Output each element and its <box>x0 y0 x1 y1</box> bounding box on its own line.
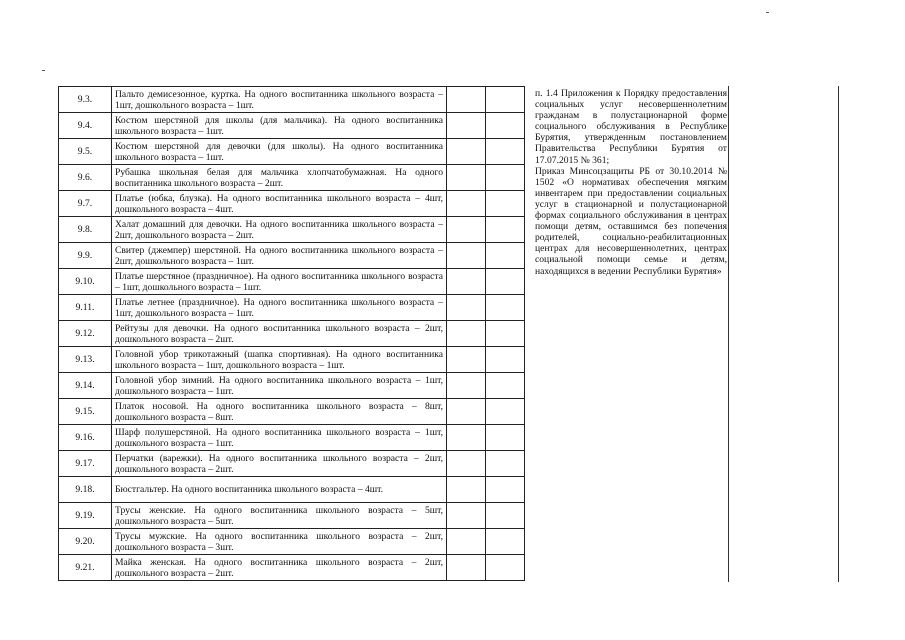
row-description: Пальто демисезонное, куртка. На одного воспитанника школьного возраста – 1шт, дошкольного возраста – 1шт. <box>112 87 447 113</box>
scan-speck <box>766 12 769 13</box>
table-row <box>59 555 525 581</box>
table-row <box>59 243 525 269</box>
scan-speck <box>42 70 45 71</box>
empty-cell <box>447 217 486 243</box>
row-number: 9.6. <box>59 165 112 191</box>
row-description: Рейтузы для девочки. На одного воспитанника школьного возраста – 2шт, дошкольного возраста – 2шт. <box>112 321 447 347</box>
empty-cell <box>486 191 525 217</box>
row-number: 9.7. <box>59 191 112 217</box>
table-row <box>59 503 525 529</box>
table-row <box>59 191 525 217</box>
row-number: 9.14. <box>59 373 112 399</box>
row-description: Шарф полушерстяной. На одного воспитанника школьного возраста – 1шт, дошкольного возраста – 1шт. <box>112 425 447 451</box>
table-row <box>59 295 525 321</box>
row-description: Костюм шерстяной для девочки (для школы). На одного воспитанника школьного возраста – 1шт. <box>112 139 447 165</box>
empty-cell <box>486 321 525 347</box>
row-description: Трусы мужские. На одного воспитанника школьного возраста – 2шт, дошкольного возраста – 3шт. <box>112 529 447 555</box>
row-number: 9.12. <box>59 321 112 347</box>
empty-cell <box>447 425 486 451</box>
legal-basis-column <box>535 88 727 277</box>
table-row <box>59 529 525 555</box>
empty-cell <box>447 321 486 347</box>
empty-cell <box>486 269 525 295</box>
row-description: Головной убор зимний. На одного воспитанника школьного возраста – 1шт, дошкольного возраста – 1шт. <box>112 373 447 399</box>
row-description: Костюм шерстяной для школы (для мальчика). На одного воспитанника школьного возраста – 1шт. <box>112 113 447 139</box>
table-row <box>59 373 525 399</box>
empty-cell <box>447 503 486 529</box>
row-number: 9.10. <box>59 269 112 295</box>
empty-cell <box>486 87 525 113</box>
empty-cell <box>447 113 486 139</box>
empty-cell <box>447 477 486 503</box>
items-table <box>58 86 525 581</box>
table-row <box>59 347 525 373</box>
table-row <box>59 477 525 503</box>
empty-cell <box>447 399 486 425</box>
row-number: 9.19. <box>59 503 112 529</box>
row-description: Перчатки (варежки). На одного воспитанника школьного возраста – 2шт, дошкольного возраста – 2шт. <box>112 451 447 477</box>
empty-cell <box>447 373 486 399</box>
table-row <box>59 165 525 191</box>
empty-cell <box>447 87 486 113</box>
row-description: Платье (юбка, блузка). На одного воспитанника школьного возраста – 4шт, дошкольного возраста – 4шт. <box>112 191 447 217</box>
empty-cell <box>486 399 525 425</box>
table-row <box>59 87 525 113</box>
empty-cell <box>486 165 525 191</box>
table-row <box>59 139 525 165</box>
empty-cell <box>486 555 525 581</box>
empty-cell <box>447 451 486 477</box>
empty-cell <box>486 139 525 165</box>
table-row <box>59 321 525 347</box>
row-number: 9.21. <box>59 555 112 581</box>
row-description: Свитер (джемпер) шерстяной. На одного воспитанника школьного возраста – 2шт, дошкольного возраста – 1шт. <box>112 243 447 269</box>
row-number: 9.11. <box>59 295 112 321</box>
empty-cell <box>486 347 525 373</box>
table-row <box>59 217 525 243</box>
row-number: 9.18. <box>59 477 112 503</box>
empty-cell <box>447 269 486 295</box>
empty-cell <box>447 243 486 269</box>
empty-cell <box>447 555 486 581</box>
row-number: 9.9. <box>59 243 112 269</box>
table-row <box>59 113 525 139</box>
row-number: 9.13. <box>59 347 112 373</box>
row-number: 9.4. <box>59 113 112 139</box>
row-description: Платок носовой. На одного воспитанника школьного возраста – 8шт, дошкольного возраста – 8шт. <box>112 399 447 425</box>
row-number: 9.5. <box>59 139 112 165</box>
empty-cell <box>486 451 525 477</box>
empty-cell <box>486 373 525 399</box>
empty-cell <box>447 139 486 165</box>
empty-cell <box>447 191 486 217</box>
row-number: 9.8. <box>59 217 112 243</box>
row-description: Платье летнее (праздничное). На одного воспитанника школьного возраста – 1шт, дошкольного возраста – 1шт. <box>112 295 447 321</box>
row-number: 9.15. <box>59 399 112 425</box>
empty-cell <box>486 529 525 555</box>
empty-cell <box>447 347 486 373</box>
column-divider <box>728 86 729 582</box>
table-row <box>59 451 525 477</box>
empty-cell <box>486 113 525 139</box>
row-description: Платье шерстяное (праздничное). На одного воспитанника школьного возраста – 1шт, дошкольного возраста – 1шт. <box>112 269 447 295</box>
row-number: 9.17. <box>59 451 112 477</box>
row-number: 9.20. <box>59 529 112 555</box>
empty-cell <box>486 217 525 243</box>
table-row <box>59 399 525 425</box>
row-description: Трусы женские. На одного воспитанника школьного возраста – 5шт, дошкольного возраста – 5шт. <box>112 503 447 529</box>
empty-cell <box>486 243 525 269</box>
table-row <box>59 425 525 451</box>
table-row <box>59 269 525 295</box>
row-description: Бюстгальтер. На одного воспитанника школьного возраста – 4шт. <box>112 477 447 503</box>
row-description: Халат домашний для девочки. На одного воспитанника школьного возраста – 2шт, дошкольного возраста – 2шт. <box>112 217 447 243</box>
empty-cell <box>447 165 486 191</box>
empty-cell <box>447 529 486 555</box>
row-number: 9.3. <box>59 87 112 113</box>
row-number: 9.16. <box>59 425 112 451</box>
empty-cell <box>486 295 525 321</box>
empty-cell <box>486 503 525 529</box>
row-description: Головной убор трикотажный (шапка спортивная). На одного воспитанника школьного возраста – 1шт, дошкольного возраста – 1шт. <box>112 347 447 373</box>
items-table-body <box>59 87 525 581</box>
empty-cell <box>486 477 525 503</box>
empty-cell <box>447 295 486 321</box>
row-description: Майка женская. На одного воспитанника школьного возраста – 2шт, дошкольного возраста – 2шт. <box>112 555 447 581</box>
column-divider <box>838 86 839 582</box>
row-description: Рубашка школьная белая для мальчика хлопчатобумажная. На одного воспитанника школьного возраста – 2шт. <box>112 165 447 191</box>
legal-basis-paragraph: п. 1.4 Приложения к Порядку предоставления социальных услуг несовершеннолетним гражданам в полустационарной форме социального обслуживания в Республике Бурятия, утвержденным постановлением Правительства Республики Бурятия от 17.07.2015 № 361; <box>535 88 727 166</box>
legal-basis-paragraph: Приказ Минсоцзащиты РБ от 30.10.2014 № 1502 «О нормативах обеспечения мягким инвентарем при предоставлении социальных услуг в стационарной и полустационарной формах социального обслуживания в центрах помощи детям, оставшимся без попечения родителей, социально-реабилитационных центрах для несовершеннолетних, центрах социальной помощи семье и детям, находящихся в ведении Республики Бурятия» <box>535 165 727 277</box>
empty-cell <box>486 425 525 451</box>
